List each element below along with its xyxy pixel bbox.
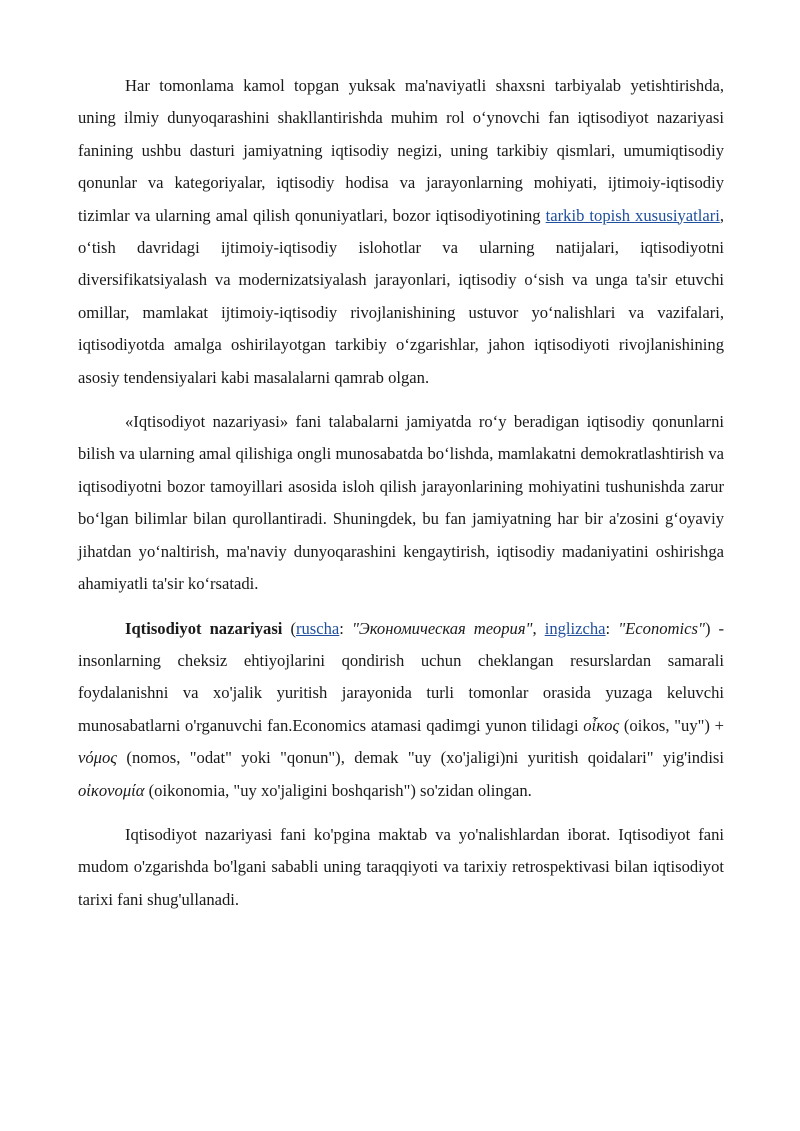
greek-nomos: νόμος [78, 748, 118, 768]
open-paren: ( [282, 618, 296, 638]
document-page [78, 70, 724, 916]
link-tarkib-topish-xususiyatlari[interactable]: tarkib topish xususiyatlari [545, 205, 720, 225]
greek-oikos: οἶκος [583, 715, 620, 735]
term-iqtisodiyot-nazariyasi: Iqtisodiyot nazariyasi [125, 618, 283, 638]
paragraph-3 [78, 613, 724, 807]
colon-1: : [339, 618, 352, 638]
paragraph-1-text-a: Har tomonlama kamol topgan yuksak ma'naviyatli shaxsni tarbiyalab yetishtirishda, uning ilmiy dunyoqarashini shakllantirishda muhim rol oʻynovchi fan iqtisodiyot nazariyasi fanining ushbu dasturi jamiyatning iqtisodiy negizi, uning tarkibiy qismlari, umumiqtisodiy qonunlar va kategoriyalar, iqtisodiy hodisa va jarayonlarning mohiyati, ijtimoiy-iqtisodiy tizimlar va ularning amal qilish qonuniyatlari, bozor iqtisodiyotining [78, 76, 724, 225]
paragraph-2: «Iqtisodiyot nazariyasi» fani talabalarni jamiyatda roʻy beradigan iqtisodiy qonunlarni bilish va ularning amal qilishiga ongli munosabatda boʻlishda, mamlakatni demokratlashtirish va iqtisodiyotni bozor tamoyillari asosida isloh qilish jarayonlarining mohiyatini tushunishda zarur boʻlgan bilimlar bilan qurollantiradi. Shuningdek, bu fan jamiyatning har bir a'zosini gʻoyaviy jihatdan yoʻnaltirish, ma'naviy dunyoqarashini kengaytirish, iqtisodiy madaniyatini oshirishga ahamiyatli ta'sir koʻrsatadi. [78, 412, 724, 594]
paragraph-1-text-b: , oʻtish davridagi ijtimoiy-iqtisodiy islohotlar va ularning natijalari, iqtisodiyotni diversifikatsiyalash va modernizatsiyalash jarayonlari, iqtisodiy oʻsish va unga ta'sir etuvchi omillar, mamlakat ijtimoiy-iqtisodiy rivojlanishining ustuvor yoʻnalishlari va vazifalari, iqtisodiyotda amalga oshirilayotgan tarkibiy oʻzgarishlar, jahon iqtisodiyoti rivojlanishining asosiy tendensiyalari kabi masalalarni qamrab olgan. [78, 205, 724, 387]
link-ruscha[interactable]: ruscha [295, 618, 340, 638]
colon-2: : [605, 618, 619, 638]
definition-text: ) - insonlarning cheksiz ehtiyojlarini qondirish uchun cheklangan resurslardan samarali foydalanishni va xo'jalik yuritish jarayonida turli tomonlar orasida yuzaga keluvchi munosabatlarni o'rganuvchi fan.Economics atamasi qadimgi yunon tilidagi [78, 618, 725, 735]
paragraph-4: Iqtisodiyot nazariyasi fani ko'pgina maktab va yo'nalishlardan iborat. Iqtisodiyot fani mudom o'zgarishda bo'lgani sababli uning taraqqiyoti va tarixiy retrospektivasi bilan iqtisodiyot tarixi fani shug'ullanadi. [78, 824, 724, 909]
gloss-nomos: (nomos, "odat" yoki "qonun"), demak "uy (xo'jaligi)ni yuritish qoidalari" yig'indisi [117, 748, 724, 768]
english-term: "Economics" [618, 618, 705, 638]
gloss-oikonomia: (oikonomia, "uy xo'jaligini boshqarish") so'zidan olingan. [144, 780, 532, 800]
link-inglizcha[interactable]: inglizcha [544, 618, 606, 638]
comma: , [532, 618, 545, 638]
greek-oikonomia: οἰκονομία [78, 780, 145, 800]
gloss-oikos: (oikos, "uy") + [619, 715, 724, 735]
paragraph-1 [78, 70, 724, 394]
russian-term: "Экономическая теория" [351, 618, 533, 638]
